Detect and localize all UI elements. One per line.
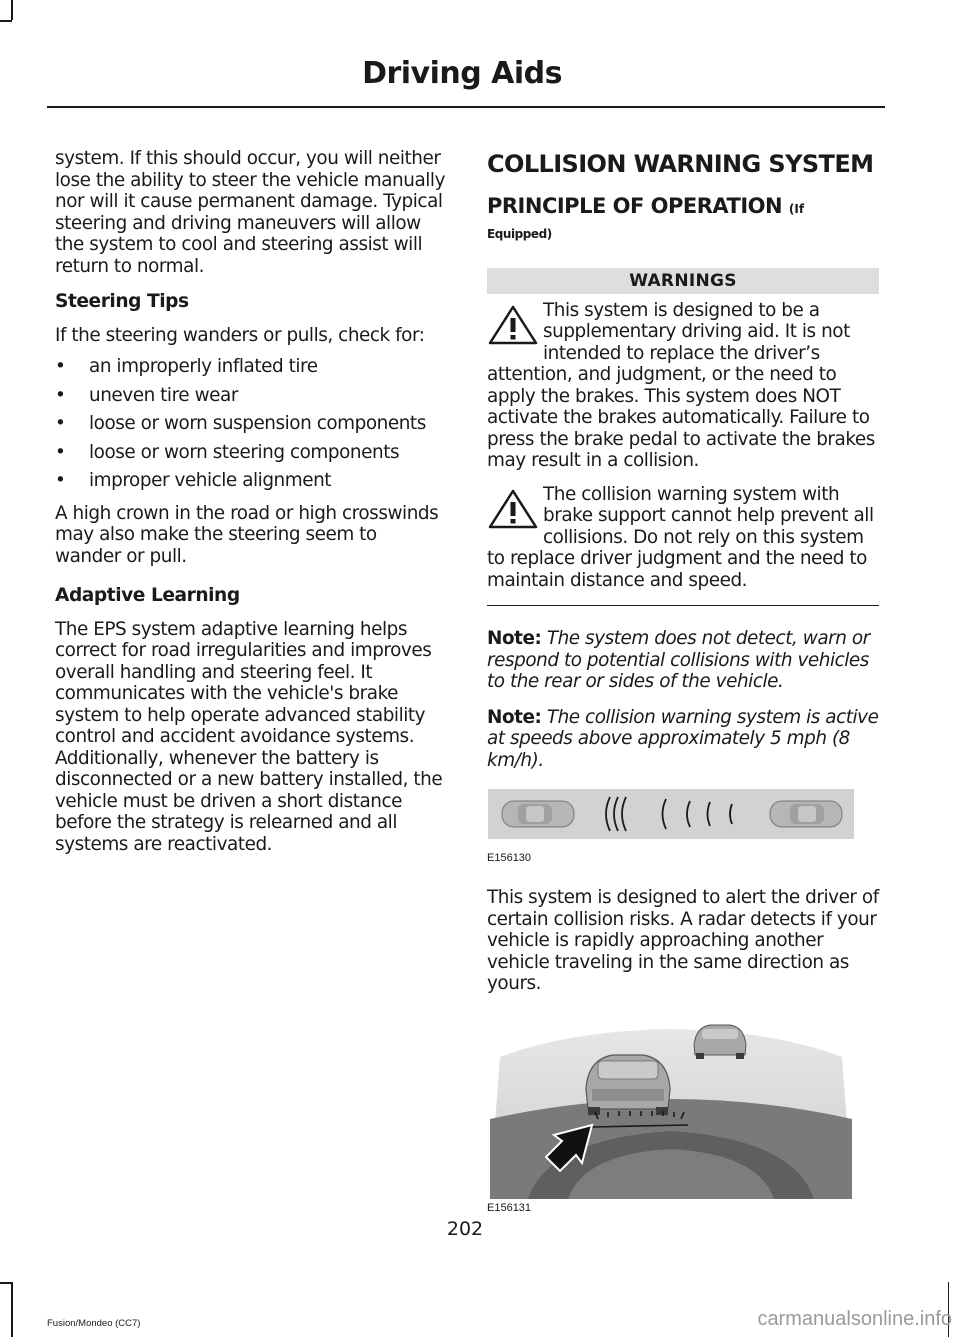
- list-item: [55, 356, 447, 378]
- list-item-text: loose or worn steering components: [89, 441, 400, 463]
- page-number: 202: [446, 1218, 484, 1240]
- paragraph: A high crown in the road or high crosswinds may also make the steering seem to wander or pull.: [55, 502, 439, 567]
- note-text: The collision warning system is active at speeds above approximately 5 mph (8 km/h).: [487, 706, 879, 771]
- note: [487, 628, 879, 693]
- crop-mark: [0, 20, 12, 22]
- warnings-box: [487, 268, 879, 607]
- warning-triangle-icon: [487, 488, 539, 530]
- header-rule: [47, 106, 885, 108]
- crop-mark: [11, 1282, 13, 1337]
- figure-radar-range: [487, 789, 879, 869]
- list-item: [55, 413, 447, 435]
- paragraph: system. If this should occur, you will neither lose the ability to steer the vehicle manually nor will it cause permanent damage. Typical steering and driving maneuvers will allow the system to cool and steering assist will return to normal.: [55, 148, 446, 277]
- paragraph: This system is designed to alert the driver of certain collision risks. A radar detects if your vehicle is rapidly approaching another vehicle traveling in the same direction as yours.: [487, 887, 879, 994]
- note-text: The system does not detect, warn or respond to potential collisions with vehicles to the rear or sides of the vehicle.: [487, 628, 870, 692]
- list-item: [55, 385, 447, 407]
- list-item-text: uneven tire wear: [89, 384, 238, 406]
- subsection-title-text: PRINCIPLE OF OPERATION: [487, 193, 783, 218]
- crop-mark: [11, 0, 13, 20]
- crop-mark: [0, 1282, 12, 1284]
- right-column: [487, 148, 879, 1220]
- list-item-text: improper vehicle alignment: [89, 470, 332, 491]
- front-car-icon: [770, 801, 842, 827]
- list-item: [55, 442, 447, 464]
- list-item-text: loose or worn suspension components: [89, 413, 426, 434]
- list-item: [55, 470, 447, 492]
- figure-windshield-view: [487, 1009, 879, 1220]
- bullet-glyph: •: [55, 413, 66, 434]
- paragraph: If the steering wanders or pulls, check for:: [55, 324, 425, 346]
- bullet-glyph: •: [55, 384, 66, 406]
- warnings-heading: WARNINGS: [487, 268, 879, 294]
- left-column: [55, 148, 447, 869]
- distant-car-icon: [694, 1025, 746, 1059]
- steering-checklist: [55, 356, 447, 492]
- note: [487, 707, 879, 772]
- rear-car-icon: [502, 801, 574, 827]
- warning-item: [487, 300, 879, 472]
- figure-code: E156131: [487, 1202, 532, 1214]
- paragraph: The EPS system adaptive learning helps correct for road irregularities and improves overall handling and steering feel. It communicates with the vehicle's brake system to help operate advanced stability control and accident avoidance systems. Additionally, whenever the battery is disconnected or a new battery installed, the vehicle must be driven a short distance before the strategy is relearned and all systems are reactivated.: [55, 618, 443, 855]
- windshield-warning-illustration: [488, 1009, 854, 1199]
- radar-range-illustration: [488, 789, 854, 839]
- bullet-glyph: •: [55, 356, 66, 377]
- footer-model: Fusion/Mondeo (CC7): [47, 1318, 141, 1329]
- warning-text: This system is designed to be a supplementary driving aid. It is not intended to replace the driver’s attention, and judgment, or the need to apply the brakes. This system does NOT activate the brakes automatically. Failure to press the brake pedal to activate the brakes may result in a collision.: [487, 299, 875, 471]
- adaptive-learning-heading: Adaptive Learning: [55, 585, 240, 606]
- steering-tips-heading: Steering Tips: [55, 291, 189, 312]
- bullet-glyph: •: [55, 470, 66, 491]
- page-title: Driving Aids: [362, 56, 562, 91]
- subsection-title: [487, 193, 879, 221]
- watermark: carmanualsonline.info: [757, 1308, 952, 1330]
- lead-car-icon: [586, 1055, 670, 1115]
- section-title: COLLISION WARNING SYSTEM: [487, 150, 874, 178]
- figure-code: E156130: [487, 851, 532, 864]
- warning-triangle-icon: [487, 304, 539, 346]
- bullet-glyph: •: [55, 441, 66, 463]
- warning-text: The collision warning system with brake support cannot help prevent all collisions. Do not rely on this system to replace driver judgment and the need to maintain distance and speed.: [487, 483, 874, 591]
- warning-item: [487, 484, 879, 592]
- list-item-text: an improperly inflated tire: [89, 356, 318, 377]
- equipped-label: Equipped): [487, 227, 552, 241]
- note-label: Note:: [487, 706, 542, 728]
- note-label: Note:: [487, 628, 542, 649]
- if-equipped-label: (If: [788, 201, 805, 216]
